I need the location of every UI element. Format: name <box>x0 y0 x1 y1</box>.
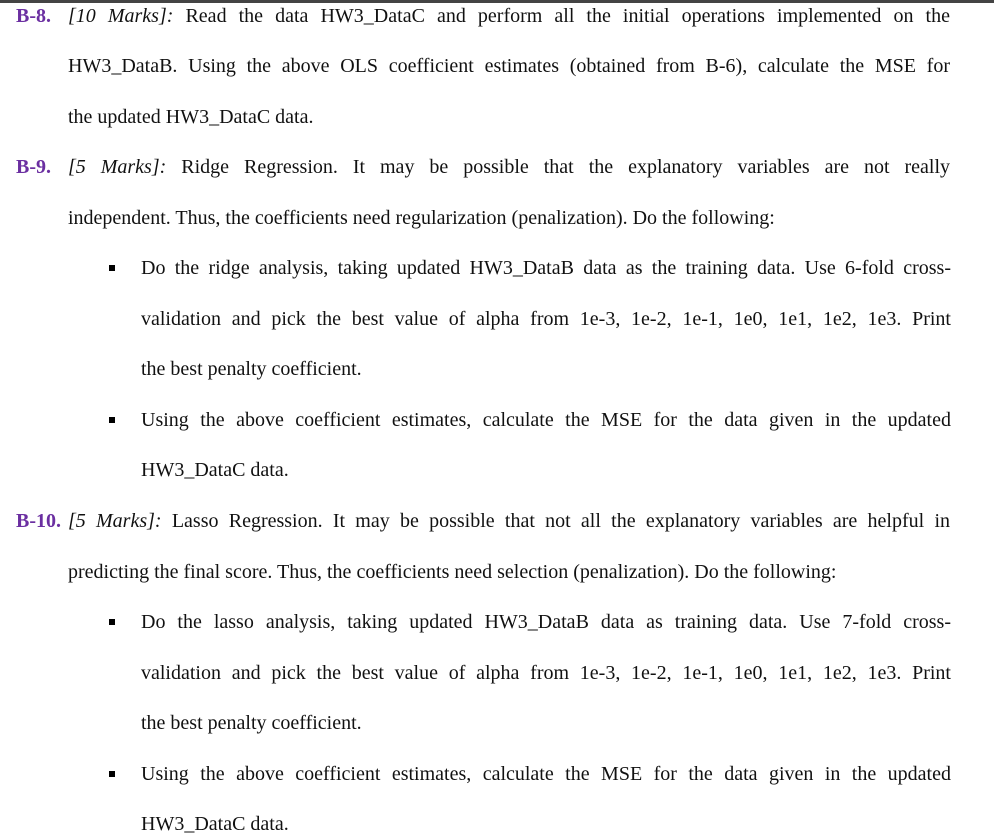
item-b10-bullet-1-line-1: Do the lasso analysis, taking updated HW3_DataB data as training data. Use 7-fold cross- <box>141 611 951 633</box>
item-number-b9: B-9. <box>16 156 51 178</box>
item-number-b10: B-10. <box>16 510 61 532</box>
item-number-b8: B-8. <box>16 5 51 27</box>
item-b9-line-1: [5 Marks]: Ridge Regression. It may be possible that the explanatory variables are not really <box>68 156 951 178</box>
bullet-icon <box>109 619 115 625</box>
item-b10-line-1: [5 Marks]: Lasso Regression. It may be possible that not all the explanatory variables are helpful in <box>68 510 950 532</box>
item-b10-bullet-1-line-3: the best penalty coefficient. <box>141 712 362 734</box>
item-b9-bullet-1-line-3: the best penalty coefficient. <box>141 358 362 380</box>
item-b10-bullet-2-line-2: HW3_DataC data. <box>141 813 289 835</box>
item-b10-bullet-2-line-1: Using the above coefficient estimates, calculate the MSE for the data given in the updated <box>141 763 951 785</box>
item-b9-bullet-2-line-2: HW3_DataC data. <box>141 459 289 481</box>
item-b8-line-3: the updated HW3_DataC data. <box>68 106 314 128</box>
item-b10-bullet-1-line-2: validation and pick the best value of alpha from 1e-3, 1e-2, 1e-1, 1e0, 1e1, 1e2, 1e3. Print <box>141 662 951 684</box>
item-b10-line-2: predicting the final score. Thus, the coefficients need selection (penalization). Do the following: <box>68 561 837 583</box>
bullet-icon <box>109 265 115 271</box>
item-b9-bullet-1-line-1: Do the ridge analysis, taking updated HW3_DataB data as the training data. Use 6-fold cross- <box>141 257 951 279</box>
bullet-icon <box>109 771 115 777</box>
item-b9-line-2: independent. Thus, the coefficients need regularization (penalization). Do the following: <box>68 207 775 229</box>
item-b8-line-2: HW3_DataB. Using the above OLS coefficient estimates (obtained from B-6), calculate the MSE for <box>68 55 950 77</box>
bullet-icon <box>109 417 115 423</box>
item-b8-line-1: [10 Marks]: Read the data HW3_DataC and perform all the initial operations implemented on the <box>68 5 950 27</box>
item-b9-bullet-1-line-2: validation and pick the best value of alpha from 1e-3, 1e-2, 1e-1, 1e0, 1e1, 1e2, 1e3. Print <box>141 308 951 330</box>
item-b9-bullet-2-line-1: Using the above coefficient estimates, calculate the MSE for the data given in the updated <box>141 409 951 431</box>
top-rule <box>0 0 994 3</box>
